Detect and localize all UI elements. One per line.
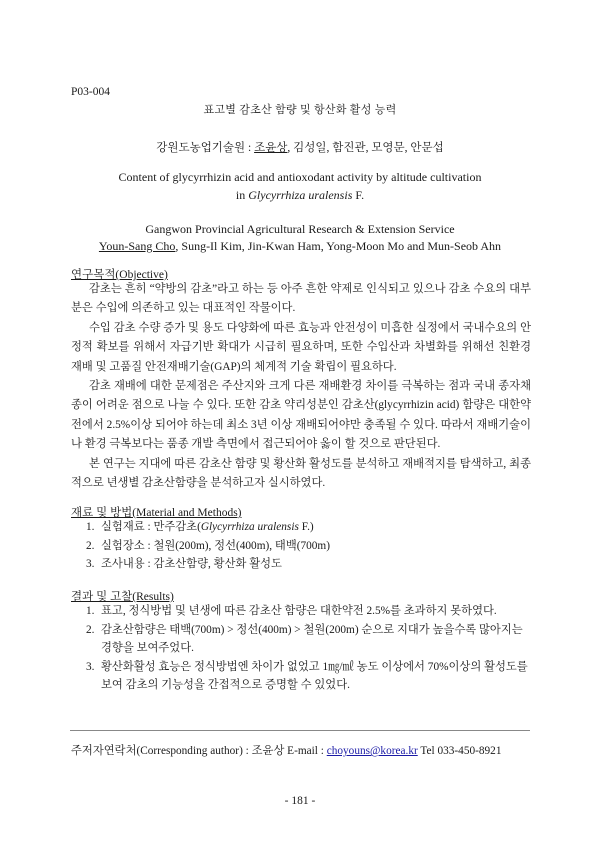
item-number: 1. bbox=[86, 605, 95, 617]
objective-paragraph: 수입 감초 수량 증가 및 용도 다양화에 따른 효능과 안전성이 미흡한 실정에서 국내수요의 안정적 확보를 위해서 자급기반 확대가 시급히 필요하며, 또한 수입산과 차별화를 위해선 친환경 재배 및 고품질 안전재배기술(GAP)의 체계적 기술 확립이 필요하다. bbox=[71, 321, 531, 373]
objective-paragraph: 감초 재배에 대한 문제점은 주산지와 크게 다른 재배환경 차이를 극복하는 점과 국내 종자채종이 어려운 점으로 나눌 수 있다. 또한 감초 약리성분인 감초산(glycyrrhizin acid) 함량은 대한약전에서 2.5%이상 되어야 하는데 최소 3년 이상 재배되어야만 충족될 수 있다. 따라서 재배기술이나 환경 극복보다는 품종 개발 측면에서 접근되어야 옳이 할 것으로 판단된다. bbox=[71, 380, 531, 451]
objective-body bbox=[71, 280, 531, 493]
english-title-line2 bbox=[0, 188, 600, 203]
species-name: Glycyrrhiza uralensis bbox=[248, 188, 353, 202]
item-text-part: F.) bbox=[298, 521, 314, 533]
objective-heading: 연구목적(Objective) bbox=[71, 269, 168, 281]
email-link[interactable]: choyouns@korea.kr bbox=[326, 745, 418, 757]
item-text: 감초산함량은 태백(700m) > 정선(400m) > 철원(200m) 순으로 지대가 높을수록 많아지는 경향을 보여주었다. bbox=[101, 623, 523, 654]
item-number: 3. bbox=[86, 558, 95, 570]
results-heading: 결과 및 고찰(Results) bbox=[71, 591, 174, 603]
results-list bbox=[86, 602, 536, 695]
item-text: 실험장소 : 철원(200m), 정선(400m), 태백(700m) bbox=[101, 539, 330, 552]
list-item bbox=[86, 518, 536, 537]
english-coauthors: , Sung-Il Kim, Jin-Kwan Ham, Yong-Moon Mo and Mun-Seob Ahn bbox=[175, 239, 502, 253]
list-item bbox=[86, 555, 536, 574]
english-title-suffix: F. bbox=[352, 188, 365, 202]
english-first-author: Youn-Sang Cho bbox=[98, 239, 176, 253]
corresponding-author bbox=[71, 742, 501, 758]
item-text: 조사내용 : 감초산함량, 황산화 활성도 bbox=[101, 558, 282, 570]
item-text-part: 실험재료 : 만주감초( bbox=[101, 521, 201, 533]
korean-coauthors: , 김성일, 함진관, 모영문, 안문섭 bbox=[287, 142, 444, 154]
item-number: 2. bbox=[86, 623, 95, 636]
item-text: 황산화활성 효능은 정식방법엔 차이가 없었고 1㎎/㎖ 농도 이상에서 70%이상의 활성도를 보여 감초의 기능성을 간접적으로 증명할 수 있었다. bbox=[101, 660, 528, 691]
list-item bbox=[86, 537, 536, 556]
methods-heading: 재료 및 방법(Material and Methods) bbox=[71, 507, 242, 519]
korean-authors bbox=[0, 139, 600, 155]
english-authors bbox=[0, 239, 600, 254]
item-number: 3. bbox=[86, 660, 95, 673]
contact-label: 주저자연락처(Corresponding author) : 조윤상 E-mail : bbox=[71, 745, 327, 757]
english-title-line1: Content of glycyrrhizin acid and antioxodant activity by altitude cultivation bbox=[118, 170, 482, 184]
item-text: 표고, 정식방법 및 년생에 따른 감초산 함량은 대한약전 2.5%를 초과하지 못하였다. bbox=[101, 605, 497, 617]
objective-paragraph: 본 연구는 지대에 따른 감초산 함량 및 황산화 활성도를 분석하고 재배적지를 탐색하고, 최종적으로 년생별 감초산함량을 분석하고자 실시하였다. bbox=[71, 457, 531, 490]
footer-divider bbox=[70, 730, 530, 731]
list-item bbox=[86, 621, 536, 658]
english-institution: Gangwon Provincial Agricultural Research & Extension Service bbox=[145, 222, 455, 236]
contact-phone: Tel 033-450-8921 bbox=[417, 745, 502, 757]
methods-list bbox=[86, 518, 536, 574]
species-name: Glycyrrhiza uralensis bbox=[200, 521, 299, 533]
item-number: 1. bbox=[86, 521, 95, 533]
korean-affiliation: 강원도농업기술원 : bbox=[156, 142, 255, 154]
page-number: - 181 - bbox=[284, 795, 316, 807]
english-title-prefix: in bbox=[235, 188, 249, 202]
item-number: 2. bbox=[86, 539, 95, 552]
list-item bbox=[86, 602, 536, 621]
abstract-code: P03-004 bbox=[71, 86, 110, 98]
list-item bbox=[86, 658, 536, 695]
objective-paragraph: 감초는 흔히 “약방의 감초”라고 하는 등 아주 흔한 약제로 인식되고 있으나 감초 수요의 대부분은 수입에 의존하고 있는 대표적인 작물이다. bbox=[71, 283, 531, 315]
item-text bbox=[101, 518, 536, 537]
korean-title: 표고별 감초산 함량 및 항산화 활성 능력 bbox=[203, 104, 397, 116]
korean-first-author: 조윤상 bbox=[254, 142, 288, 154]
